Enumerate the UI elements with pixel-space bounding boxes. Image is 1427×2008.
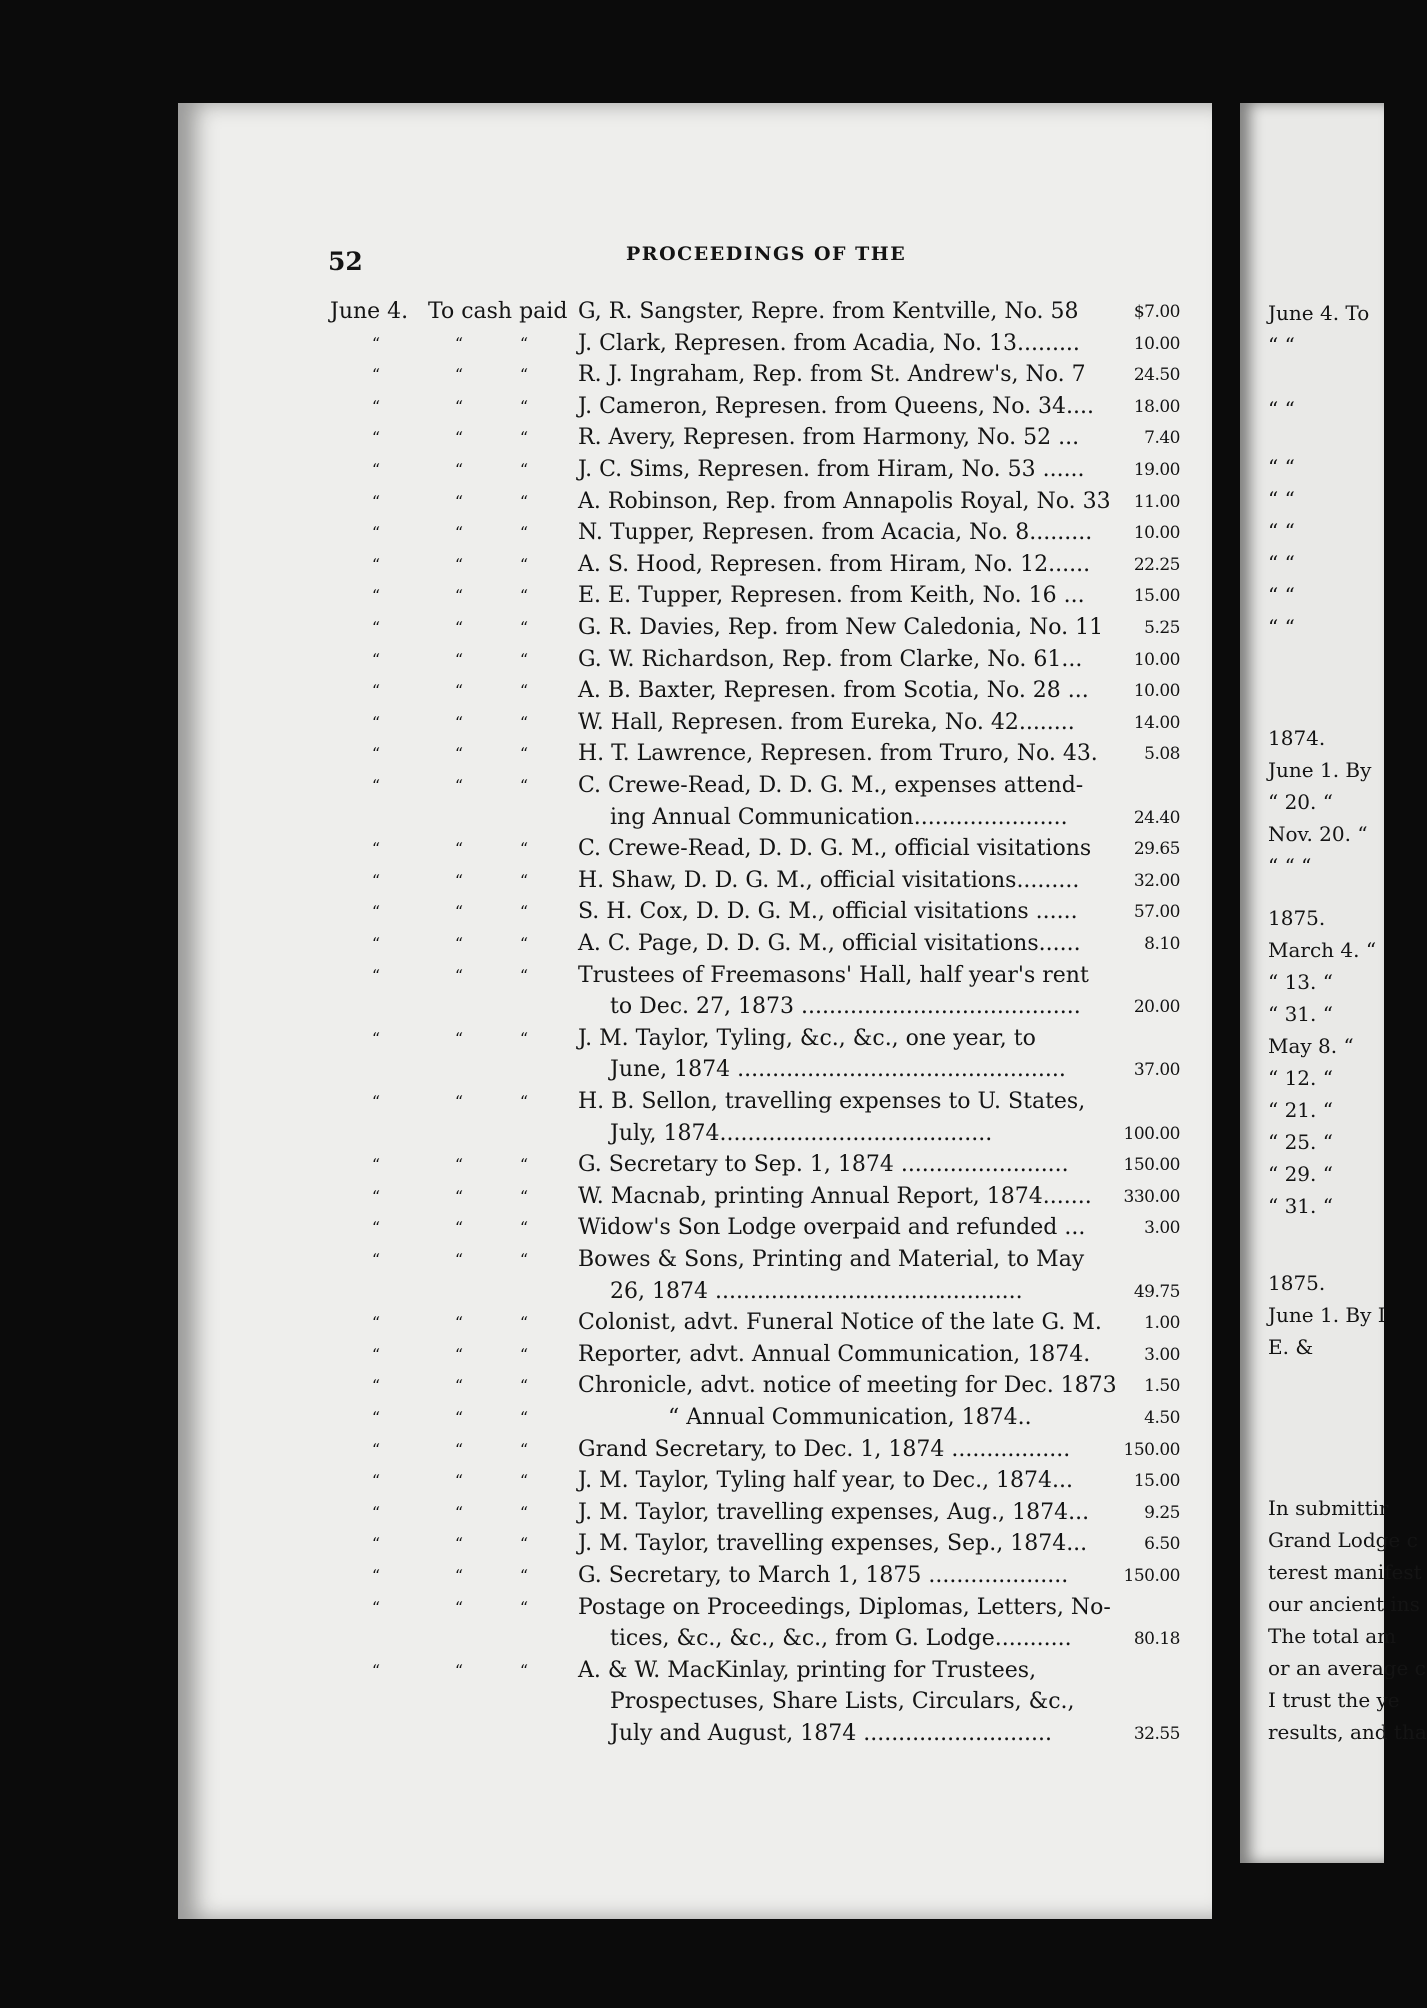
entry-amount: 10.00: [1133, 333, 1180, 354]
entry-description: July, 1874.......................................: [610, 1120, 993, 1146]
entry-amount: 5.08: [1144, 744, 1180, 765]
ditto-mark: “: [371, 870, 381, 890]
ditto-mark: “: [371, 1660, 381, 1680]
entry-description: Chronicle, advt. notice of meeting for Dec. 1873: [578, 1373, 1117, 1399]
ledger-line: [178, 1655, 1212, 1687]
ledger-line: [178, 1465, 1212, 1497]
ditto-mark: “: [454, 1502, 464, 1522]
facing-page-line: 1875.: [1268, 1271, 1326, 1295]
entry-amount: 6.50: [1144, 1534, 1180, 1555]
facing-page-line: “ 12. “: [1268, 1066, 1333, 1090]
ditto-mark: “: [371, 776, 381, 795]
ledger-line: [178, 1276, 1212, 1308]
ledger-line: [178, 865, 1212, 897]
entry-description: July and August, 1874 ...........................: [610, 1721, 1053, 1746]
entry-description: J. M. Taylor, travelling expenses, Sep., 1874...: [578, 1531, 1088, 1557]
ditto-mark: “: [454, 1439, 464, 1459]
ditto-mark: “: [519, 554, 529, 574]
ditto-mark: “: [454, 1408, 464, 1427]
facing-page-line: “ “: [1268, 487, 1295, 511]
ditto-mark: “: [454, 1092, 464, 1111]
facing-page-line: Nov. 20. “: [1268, 822, 1368, 846]
entry-amount: 150.00: [1123, 1566, 1180, 1586]
ditto-mark: “: [454, 1313, 464, 1333]
ledger-line: [178, 1054, 1212, 1086]
entry-amount: 80.18: [1133, 1629, 1180, 1650]
ditto-mark: “: [519, 1566, 529, 1585]
entry-amount: 4.50: [1144, 1408, 1180, 1428]
facing-page-line: “ “: [1268, 551, 1295, 575]
ledger-line: [178, 991, 1212, 1023]
facing-page-line: In submittir: [1268, 1496, 1389, 1520]
ditto-mark: “: [371, 1186, 381, 1206]
entry-amount: 24.50: [1133, 365, 1180, 386]
facing-page-line: “ “: [1268, 583, 1295, 607]
ditto-mark: “: [454, 712, 464, 732]
entry-amount: 10.00: [1133, 523, 1180, 544]
facing-page-line: March 4. “: [1268, 938, 1377, 962]
ditto-mark: “: [519, 1660, 529, 1680]
ditto-mark: “: [371, 649, 381, 669]
entry-description: W. Hall, Represen. from Eureka, No. 42........: [578, 709, 1075, 735]
facing-page-line: “ 13. “: [1268, 970, 1333, 994]
entry-description: E. E. Tupper, Represen. from Keith, No. 16 ...: [578, 583, 1085, 609]
ditto-mark: “: [371, 902, 381, 922]
entry-description: H. T. Lawrence, Represen. from Truro, No. 43.: [578, 741, 1098, 767]
entry-amount: 1.00: [1144, 1313, 1180, 1334]
entry-description: J. Clark, Represen. from Acadia, No. 13.........: [578, 330, 1080, 356]
entry-amount: 3.00: [1144, 1218, 1180, 1239]
entry-description: H. B. Sellon, travelling expenses to U. States,: [578, 1089, 1086, 1114]
ledger-line: [178, 738, 1212, 770]
entry-amount: 11.00: [1133, 491, 1180, 512]
facing-page-line: “ 21. “: [1268, 1098, 1333, 1122]
ditto-mark: “: [519, 1313, 529, 1333]
ditto-mark: “: [454, 870, 464, 890]
ditto-mark: “: [371, 1566, 381, 1585]
entry-description: S. H. Cox, D. D. G. M., official visitations ......: [578, 899, 1078, 925]
ditto-mark: “: [519, 1408, 529, 1427]
entry-amount: 150.00: [1123, 1155, 1180, 1176]
entry-description: A. & W. MacKinlay, printing for Trustees,: [578, 1657, 1037, 1683]
entry-description: Reporter, advt. Annual Communication, 1874.: [578, 1341, 1091, 1367]
entry-amount: $7.00: [1133, 302, 1180, 322]
ledger-line: [178, 580, 1212, 612]
ditto-mark: “: [454, 491, 464, 511]
ledger-line: [178, 1592, 1212, 1624]
ditto-mark: “: [519, 1186, 529, 1206]
ditto-mark: “: [454, 934, 464, 953]
ditto-mark: “: [454, 1344, 464, 1364]
ditto-mark: “: [454, 396, 464, 416]
entry-description: J. M. Taylor, travelling expenses, Aug., 1874...: [578, 1499, 1090, 1525]
entry-description: tices, &c., &c., &c., from G. Lodge...........: [610, 1626, 1072, 1652]
ditto-mark: “: [371, 554, 381, 574]
entry-amount: 8.10: [1144, 934, 1180, 954]
facing-page-line: “ “ “: [1268, 854, 1312, 878]
ledger-line: [178, 1686, 1212, 1718]
ditto-mark: “: [519, 1028, 529, 1048]
facing-page-line: “ 31. “: [1268, 1194, 1333, 1218]
facing-page-line: our ancient ins: [1268, 1592, 1420, 1616]
facing-page-line: “ 31. “: [1268, 1002, 1333, 1026]
entry-amount: 57.00: [1133, 902, 1180, 923]
ledger-line: [178, 928, 1212, 960]
ditto-mark: “: [371, 681, 381, 701]
ledger-line: [178, 1181, 1212, 1213]
entry-amount: 330.00: [1123, 1186, 1180, 1207]
ditto-mark: “: [371, 365, 381, 385]
ditto-mark: “: [519, 333, 529, 353]
ledger-line: [178, 1212, 1212, 1244]
facing-page-line: “ 25. “: [1268, 1130, 1333, 1154]
ledger-line: [178, 328, 1212, 360]
ditto-mark: “: [519, 839, 529, 859]
entry-date: June 4.: [330, 299, 409, 324]
facing-page-line: or an average c: [1268, 1656, 1426, 1680]
ledger-line: [178, 549, 1212, 581]
facing-page-line: June 1. By: [1268, 758, 1372, 782]
entry-description: Trustees of Freemasons' Hall, half year's rent: [578, 962, 1089, 988]
ditto-mark: “: [519, 1502, 529, 1522]
ledger-line: [178, 1086, 1212, 1118]
ditto-mark: “: [454, 554, 464, 574]
ledger-line: [178, 960, 1212, 992]
entry-amount: 29.65: [1133, 839, 1180, 860]
entry-amount: 10.00: [1133, 649, 1180, 670]
facing-page-line: terest manifest: [1268, 1560, 1422, 1584]
ditto-mark: “: [371, 1155, 381, 1175]
ditto-mark: “: [519, 744, 529, 764]
ditto-mark: “: [519, 396, 529, 416]
ledger-line: [178, 454, 1212, 486]
facing-page-fragment: [1240, 103, 1427, 1863]
ditto-mark: “: [454, 744, 464, 764]
ditto-mark: “: [519, 365, 529, 385]
ditto-mark: “: [519, 1439, 529, 1459]
ledger-line: [178, 770, 1212, 802]
entry-description: A. C. Page, D. D. G. M., official visitations......: [578, 931, 1081, 956]
facing-page-line: June 1. By I: [1268, 1303, 1386, 1327]
entry-description: G. W. Richardson, Rep. from Clarke, No. 61...: [578, 646, 1083, 672]
ditto-mark: “: [519, 523, 529, 543]
entry-amount: 37.00: [1133, 1060, 1180, 1081]
entry-amount: 10.00: [1133, 681, 1180, 702]
ditto-mark: “: [371, 523, 381, 543]
ditto-mark: “: [371, 1028, 381, 1048]
entry-amount: 20.00: [1133, 997, 1180, 1018]
ditto-mark: “: [371, 1218, 381, 1238]
entry-description: A. B. Baxter, Represen. from Scotia, No. 28 ...: [578, 678, 1089, 704]
ditto-mark: “: [454, 460, 464, 479]
ditto-mark: “: [519, 1155, 529, 1175]
ledger-line: [178, 707, 1212, 739]
ledger-line: [178, 422, 1212, 454]
ditto-mark: “: [454, 839, 464, 859]
ditto-mark: “: [454, 618, 464, 637]
ditto-mark: “: [371, 1408, 381, 1427]
ditto-mark: “: [519, 965, 529, 985]
ledger-line: [178, 1023, 1212, 1055]
ledger-line: [178, 896, 1212, 928]
ledger-line: [178, 833, 1212, 865]
entry-description: A. Robinson, Rep. from Annapolis Royal, No. 33: [578, 488, 1111, 514]
ledger-line: [178, 359, 1212, 391]
ledger-line: [178, 1244, 1212, 1276]
ditto-mark: “: [371, 491, 381, 511]
entry-amount: 22.25: [1133, 554, 1180, 575]
ditto-mark: “: [519, 1376, 529, 1396]
ditto-mark: “: [371, 396, 381, 416]
entry-amount: 5.25: [1144, 618, 1180, 638]
ditto-mark: “: [371, 1439, 381, 1459]
ledger-line: [178, 1370, 1212, 1402]
ledger-line: [178, 1307, 1212, 1339]
ditto-mark: “: [454, 1028, 464, 1048]
ditto-mark: “: [454, 365, 464, 385]
ditto-mark: “: [371, 1597, 381, 1617]
facing-page-line: “ “: [1268, 519, 1295, 543]
entry-prefix: To cash paid: [428, 299, 568, 324]
ledger-line: [178, 1497, 1212, 1529]
ditto-mark: “: [454, 1471, 464, 1491]
ditto-mark: “: [519, 618, 529, 637]
ditto-mark: “: [519, 681, 529, 701]
facing-page-line: “ “: [1268, 455, 1295, 479]
entry-description: Grand Secretary, to Dec. 1, 1874 .................: [578, 1436, 1071, 1462]
ditto-mark: “: [519, 586, 529, 606]
facing-page-line: May 8. “: [1268, 1034, 1354, 1058]
entry-description: C. Crewe-Read, D. D. G. M., official visitations: [578, 836, 1092, 862]
ditto-mark: “: [371, 1534, 381, 1554]
ditto-mark: “: [454, 902, 464, 922]
entry-amount: 150.00: [1123, 1439, 1180, 1460]
facing-page-line: “ “: [1268, 333, 1295, 357]
ditto-mark: “: [519, 1218, 529, 1238]
ditto-mark: “: [519, 1597, 529, 1617]
ditto-mark: “: [519, 1534, 529, 1554]
ditto-mark: “: [371, 618, 381, 637]
entry-description: J. C. Sims, Represen. from Hiram, No. 53 ......: [578, 457, 1085, 482]
ditto-mark: “: [371, 1313, 381, 1333]
facing-page-line: “ “: [1268, 397, 1295, 421]
ledger-line: [178, 675, 1212, 707]
entry-description: G. Secretary, to March 1, 1875 ....................: [578, 1563, 1069, 1588]
entry-amount: 24.40: [1133, 807, 1180, 828]
ledger-line: [178, 296, 1212, 328]
ditto-mark: “: [454, 1155, 464, 1175]
entry-description: R. Avery, Represen. from Harmony, No. 52 ...: [578, 425, 1080, 451]
ledger-line: [178, 1339, 1212, 1371]
ditto-mark: “: [454, 1660, 464, 1680]
ditto-mark: “: [371, 839, 381, 859]
ditto-mark: “: [371, 1250, 381, 1269]
entry-description: “ Annual Communication, 1874..: [668, 1405, 1032, 1430]
entry-amount: 15.00: [1133, 1471, 1180, 1492]
entry-amount: 18.00: [1133, 396, 1180, 417]
ditto-mark: “: [519, 902, 529, 922]
ditto-mark: “: [371, 1502, 381, 1522]
ditto-mark: “: [371, 1344, 381, 1364]
entry-description: Prospectuses, Share Lists, Circulars, &c.,: [610, 1689, 1075, 1715]
entry-description: C. Crewe-Read, D. D. G. M., expenses attend-: [578, 773, 1084, 798]
ditto-mark: “: [371, 428, 381, 448]
facing-page-line: E. &: [1268, 1335, 1314, 1359]
ditto-mark: “: [371, 586, 381, 606]
ledger-line: [178, 1149, 1212, 1181]
facing-page-line: The total am: [1268, 1624, 1397, 1648]
entry-description: W. Macnab, printing Annual Report, 1874.......: [578, 1183, 1092, 1209]
ditto-mark: “: [454, 1566, 464, 1585]
ditto-mark: “: [454, 649, 464, 669]
ditto-mark: “: [519, 1250, 529, 1269]
ditto-mark: “: [519, 1344, 529, 1364]
ditto-mark: “: [519, 1092, 529, 1111]
entry-description: N. Tupper, Represen. from Acacia, No. 8.........: [578, 520, 1093, 546]
ditto-mark: “: [454, 681, 464, 701]
ditto-mark: “: [519, 870, 529, 890]
ledger-line: [178, 1434, 1212, 1466]
ditto-mark: “: [371, 333, 381, 353]
ditto-mark: “: [371, 965, 381, 985]
ditto-mark: “: [519, 428, 529, 448]
entry-description: Bowes & Sons, Printing and Material, to May: [578, 1247, 1085, 1272]
ledger-line: [178, 1718, 1212, 1750]
ledger-line: [178, 1528, 1212, 1560]
entry-description: to Dec. 27, 1873 ........................................: [610, 994, 1081, 1020]
page-number: 52: [328, 247, 363, 276]
ditto-mark: “: [519, 491, 529, 511]
entry-amount: 32.00: [1133, 870, 1180, 891]
entry-description: G. Secretary to Sep. 1, 1874 ........................: [578, 1152, 1069, 1178]
ditto-mark: “: [454, 1376, 464, 1396]
ditto-mark: “: [454, 1597, 464, 1617]
entry-description: Colonist, advt. Funeral Notice of the late G. M.: [578, 1310, 1102, 1336]
ditto-mark: “: [454, 1218, 464, 1238]
ledger-line: [178, 1623, 1212, 1655]
ledger-line: [178, 1118, 1212, 1150]
entry-amount: 15.00: [1133, 586, 1180, 607]
entry-amount: 3.00: [1144, 1344, 1180, 1365]
facing-page-line: “ “: [1268, 615, 1295, 639]
entry-description: H. Shaw, D. D. G. M., official visitations.........: [578, 867, 1080, 893]
ditto-mark: “: [519, 712, 529, 732]
facing-page-line: Grand Lodge c: [1268, 1528, 1418, 1552]
ditto-mark: “: [519, 934, 529, 953]
entry-description: J. M. Taylor, Tyling, &c., &c., one year, to: [578, 1025, 1036, 1051]
ditto-mark: “: [454, 428, 464, 448]
entry-amount: 1.50: [1144, 1376, 1180, 1397]
ditto-mark: “: [454, 586, 464, 606]
ditto-mark: “: [371, 1092, 381, 1111]
ledger-line: [178, 644, 1212, 676]
ditto-mark: “: [371, 744, 381, 764]
entry-amount: 14.00: [1133, 712, 1180, 733]
facing-page-line: results, and tha: [1268, 1720, 1427, 1744]
ditto-mark: “: [371, 1471, 381, 1491]
ditto-mark: “: [371, 712, 381, 732]
facing-page-line: 1875.: [1268, 906, 1326, 930]
ditto-mark: “: [519, 460, 529, 479]
entry-description: G. R. Davies, Rep. from New Caledonia, No. 11: [578, 615, 1104, 640]
entry-description: Widow's Son Lodge overpaid and refunded ...: [578, 1215, 1086, 1241]
entry-description: G, R. Sangster, Repre. from Kentville, No. 58: [578, 299, 1079, 324]
facing-page-line: “ 20. “: [1268, 790, 1333, 814]
ditto-mark: “: [454, 776, 464, 795]
entry-description: J. Cameron, Represen. from Queens, No. 34....: [578, 393, 1095, 419]
facing-page-line: June 4. To: [1268, 301, 1370, 325]
entry-description: ing Annual Communication......................: [610, 804, 1068, 830]
entry-amount: 19.00: [1133, 460, 1180, 480]
entry-description: R. J. Ingraham, Rep. from St. Andrew's, No. 7: [578, 362, 1086, 388]
ditto-mark: “: [371, 934, 381, 953]
facing-page-line: 1874.: [1268, 726, 1326, 750]
ledger-line: [178, 1560, 1212, 1592]
entry-description: A. S. Hood, Represen. from Hiram, No. 12......: [578, 551, 1091, 577]
ditto-mark: “: [519, 776, 529, 795]
ditto-mark: “: [454, 965, 464, 985]
ditto-mark: “: [454, 333, 464, 353]
ditto-mark: “: [454, 1250, 464, 1269]
ditto-mark: “: [371, 1376, 381, 1396]
ledger-line: [178, 391, 1212, 423]
entry-amount: 9.25: [1144, 1502, 1180, 1523]
entry-description: Postage on Proceedings, Diplomas, Letters, No-: [578, 1594, 1111, 1620]
facing-page-line: I trust the ye: [1268, 1688, 1400, 1712]
ditto-mark: “: [371, 460, 381, 479]
ditto-mark: “: [454, 523, 464, 543]
entry-description: June, 1874 ...............................................: [610, 1057, 1066, 1083]
ledger-line: [178, 486, 1212, 518]
ledger-page: [178, 103, 1212, 1919]
entry-amount: 32.55: [1133, 1724, 1180, 1744]
ledger-line: [178, 1402, 1212, 1434]
ditto-mark: “: [519, 1471, 529, 1491]
ditto-mark: “: [519, 649, 529, 669]
entry-description: J. M. Taylor, Tyling half year, to Dec., 1874...: [578, 1468, 1074, 1494]
ditto-mark: “: [454, 1186, 464, 1206]
ledger-line: [178, 612, 1212, 644]
ledger-line: [178, 517, 1212, 549]
ditto-mark: “: [454, 1534, 464, 1554]
facing-page-line: “ 29. “: [1268, 1162, 1333, 1186]
running-head: PROCEEDINGS OF THE: [626, 243, 907, 265]
entry-amount: 49.75: [1133, 1281, 1180, 1302]
entry-description: 26, 1874 ............................................: [610, 1278, 1023, 1304]
entry-amount: 7.40: [1144, 428, 1180, 449]
entry-amount: 100.00: [1123, 1123, 1180, 1144]
ledger-line: [178, 802, 1212, 834]
